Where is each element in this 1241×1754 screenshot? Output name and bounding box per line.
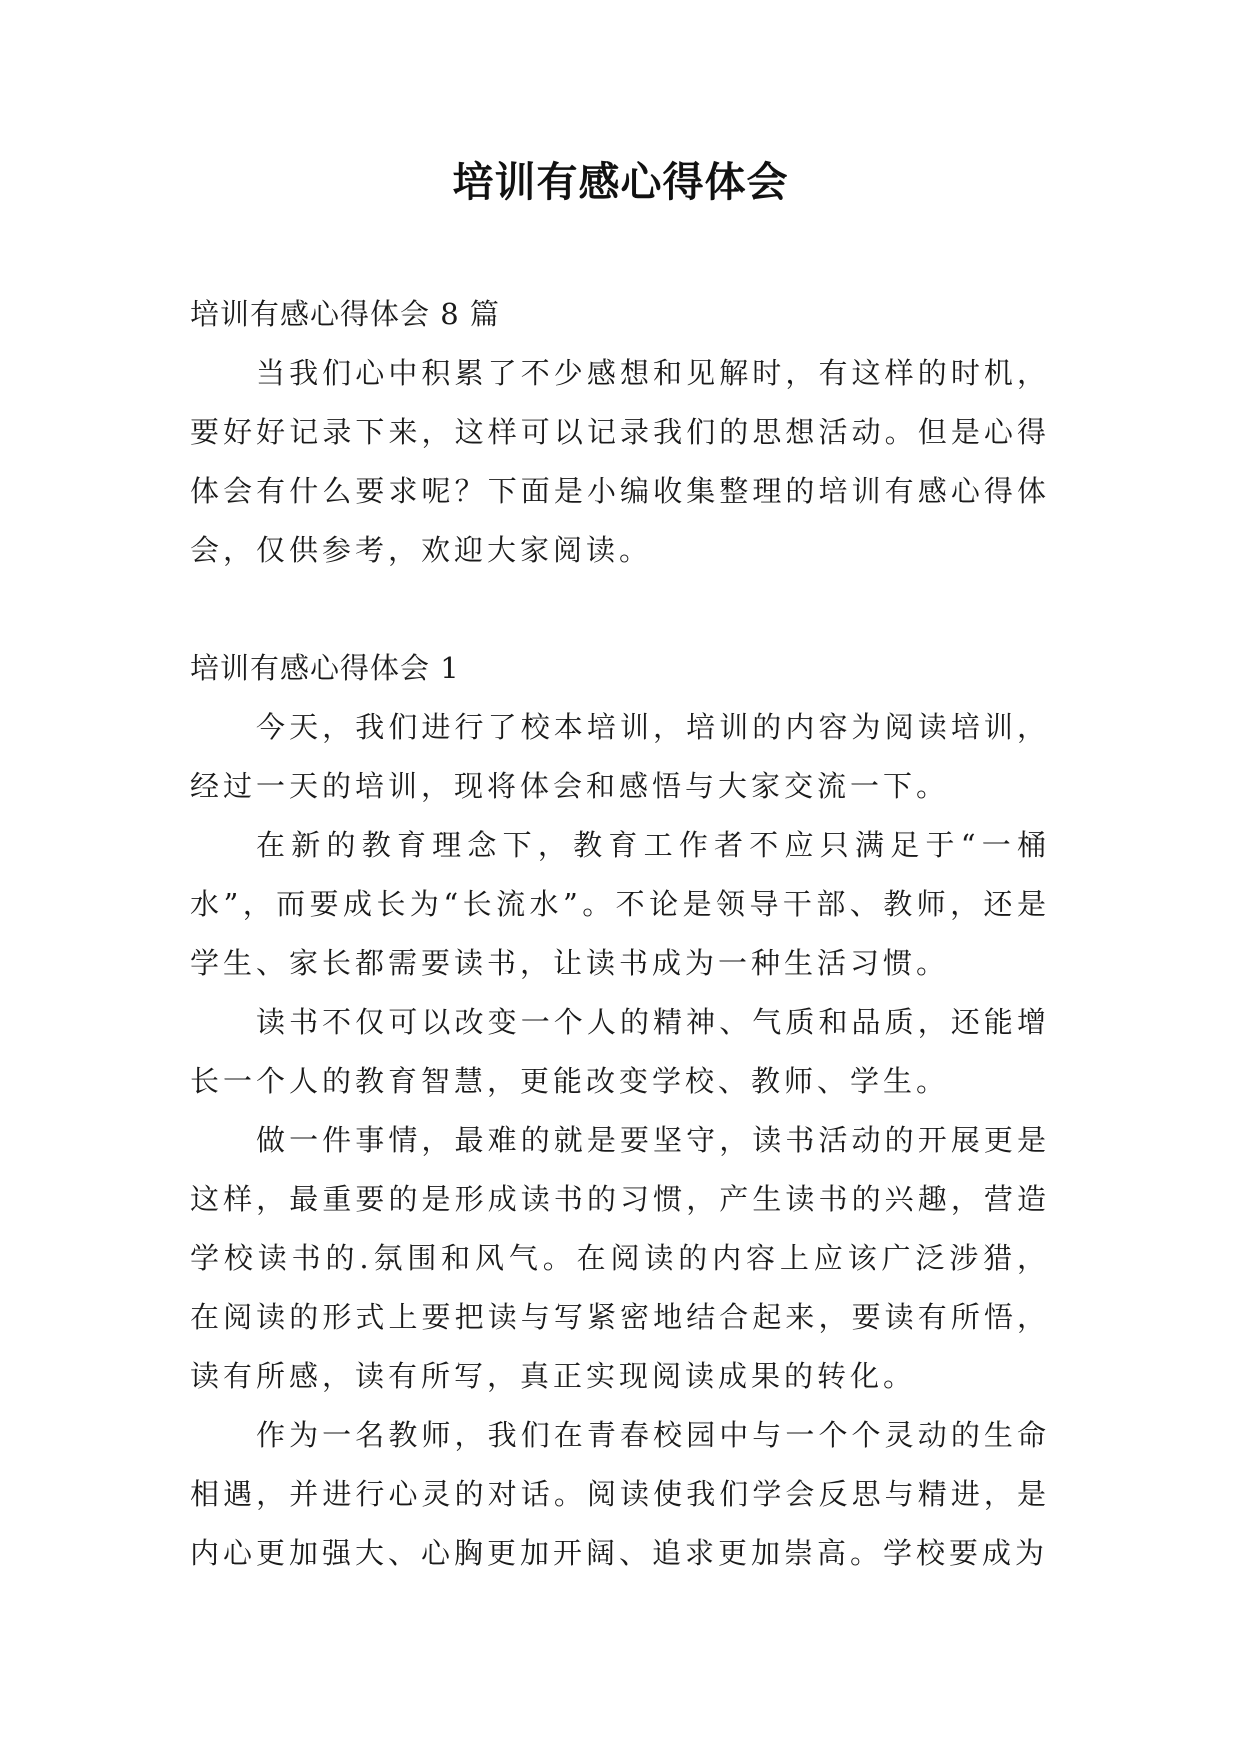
body-paragraph: 今天，我们进行了校本培训，培训的内容为阅读培训，经过一天的培训，现将体会和感悟与大家交流一下。 bbox=[190, 710, 1050, 803]
section-heading: 培训有感心得体会 1 bbox=[190, 651, 460, 685]
document-body bbox=[190, 285, 1050, 1583]
body-paragraph: 做一件事情，最难的就是要坚守，读书活动的开展更是这样，最重要的是形成读书的习惯，产生读书的兴趣，营造学校读书的.氛围和风气。在阅读的内容上应该广泛涉猎，在阅读的形式上要把读与写紧密地结合起来，要读有所悟，读有所感，读有所写，真正实现阅读成果的转化。 bbox=[190, 1123, 1050, 1393]
section-spacer bbox=[190, 580, 1050, 639]
body-paragraph: 读书不仅可以改变一个人的精神、气质和品质，还能增长一个人的教育智慧，更能改变学校、教师、学生。 bbox=[190, 1005, 1050, 1098]
body-paragraph: 在新的教育理念下，教育工作者不应只满足于“一桶水”，而要成长为“长流水”。不论是领导干部、教师，还是学生、家长都需要读书，让读书成为一种生活习惯。 bbox=[190, 828, 1050, 980]
document-subtitle: 培训有感心得体会 8 篇 bbox=[190, 297, 500, 331]
document-title: 培训有感心得体会 bbox=[452, 158, 789, 206]
intro-paragraph: 当我们心中积累了不少感想和见解时，有这样的时机，要好好记录下来，这样可以记录我们的思想活动。但是心得体会有什么要求呢？下面是小编收集整理的培训有感心得体会，仅供参考，欢迎大家阅读。 bbox=[190, 356, 1050, 567]
body-paragraph: 作为一名教师，我们在青春校园中与一个个灵动的生命相遇，并进行心灵的对话。阅读使我们学会反思与精进，是内心更加强大、心胸更加开阔、追求更加崇高。学校要成为 bbox=[190, 1418, 1050, 1570]
